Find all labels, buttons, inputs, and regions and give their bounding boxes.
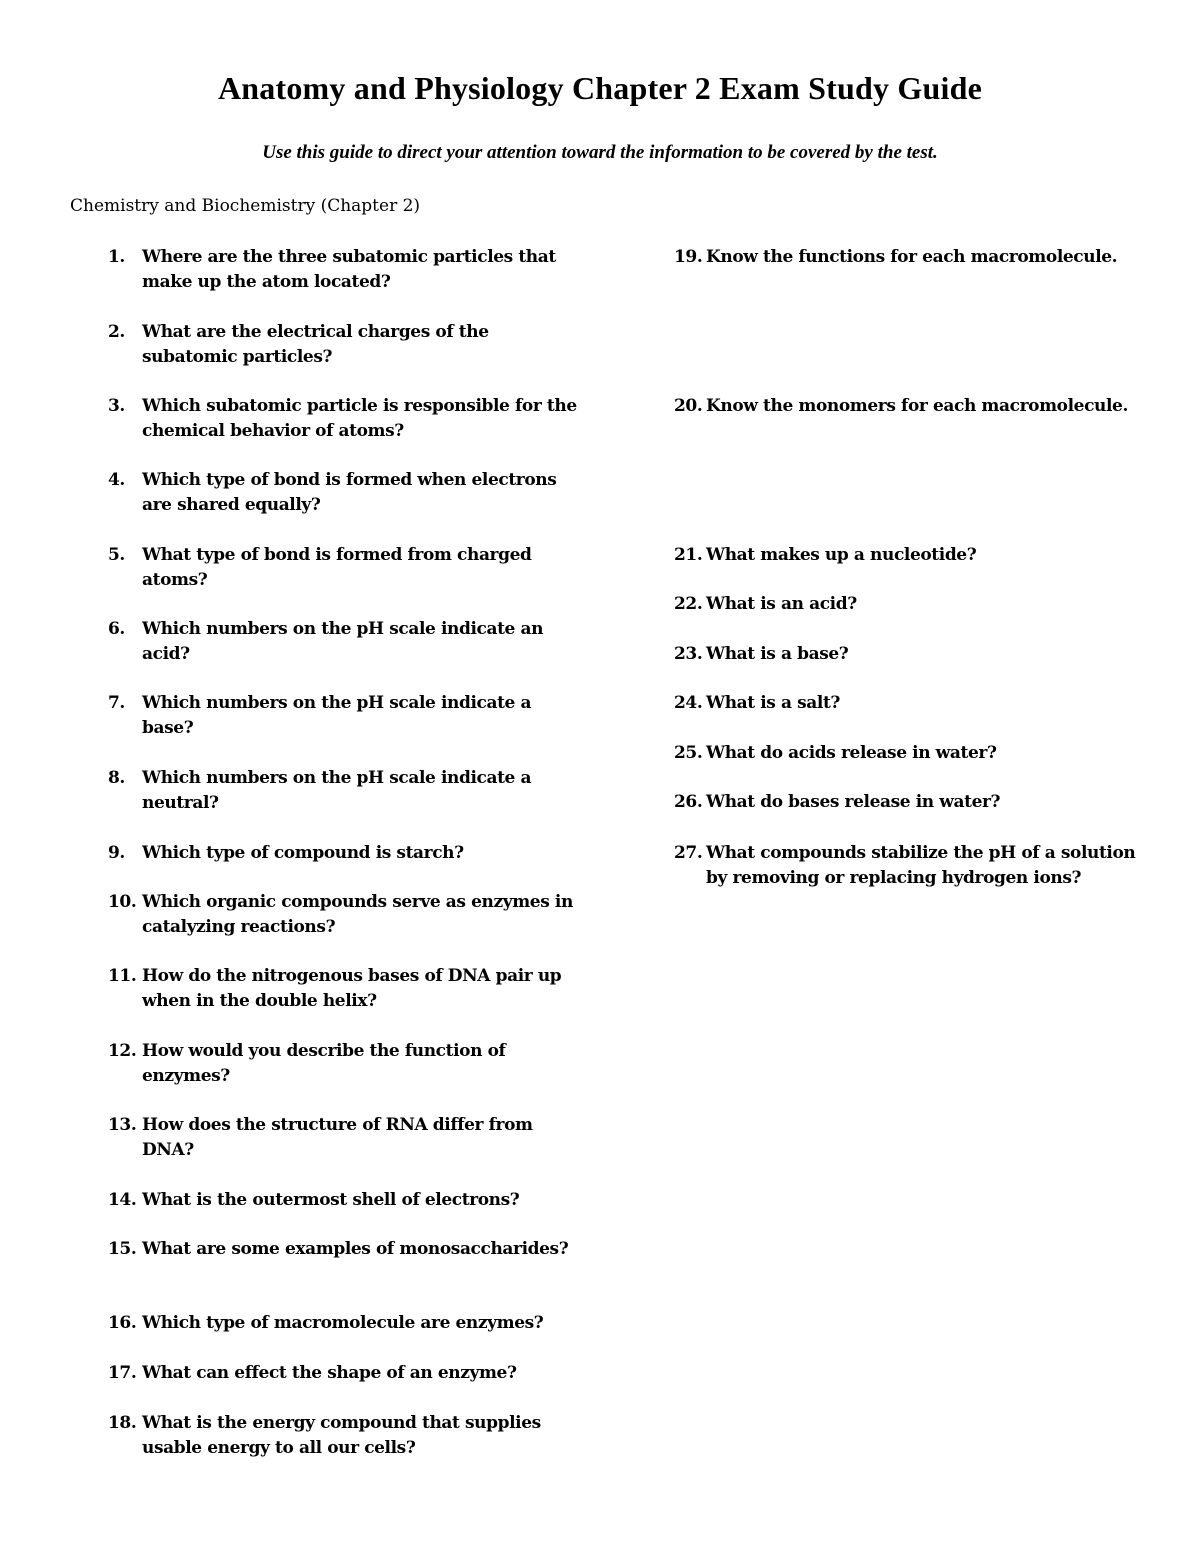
question-number: 1. <box>108 247 125 267</box>
question-number: 11. <box>108 966 137 986</box>
section-heading: Chemistry and Biochemistry (Chapter 2) <box>70 196 421 216</box>
question-number: 17. <box>108 1363 137 1383</box>
question-text: What do acids release in water? <box>706 743 997 763</box>
question-text: Which type of compound is starch? <box>142 843 464 863</box>
question-number: 22. <box>674 594 703 614</box>
question-item <box>108 1361 578 1386</box>
question-text: What is a base? <box>706 644 849 664</box>
question-number: 6. <box>108 619 125 639</box>
question-text: How does the structure of RNA differ from DNA? <box>142 1115 533 1160</box>
question-number: 5. <box>108 545 125 565</box>
question-item <box>674 543 1144 568</box>
question-number: 4. <box>108 470 125 490</box>
question-number: 7. <box>108 693 125 713</box>
question-number: 2. <box>108 322 125 342</box>
question-number: 9. <box>108 843 125 863</box>
question-item <box>108 617 578 667</box>
question-item <box>674 592 1144 617</box>
question-text: Which numbers on the pH scale indicate an acid? <box>142 619 544 664</box>
question-item <box>108 1113 578 1163</box>
question-text: Know the monomers for each macromolecule. <box>706 396 1128 416</box>
question-item <box>108 766 578 816</box>
question-text: Which organic compounds serve as enzymes in catalyzing reactions? <box>142 892 573 937</box>
question-text: Which numbers on the pH scale indicate a neutral? <box>142 768 532 813</box>
question-item <box>108 468 578 518</box>
question-text: Which type of bond is formed when electrons are shared equally? <box>142 470 557 515</box>
question-number: 16. <box>108 1313 137 1333</box>
question-item <box>108 245 578 295</box>
question-item <box>108 320 578 370</box>
question-number: 15. <box>108 1239 137 1259</box>
question-number: 25. <box>674 743 703 763</box>
question-item <box>674 790 1144 815</box>
question-text: What do bases release in water? <box>706 792 1001 812</box>
question-text: What can effect the shape of an enzyme? <box>142 1363 517 1383</box>
question-item <box>674 841 1144 891</box>
document-title: Anatomy and Physiology Chapter 2 Exam Study Guide <box>217 70 982 106</box>
question-number: 21. <box>674 545 703 565</box>
question-text: How do the nitrogenous bases of DNA pair up when in the double helix? <box>142 966 562 1011</box>
question-item <box>108 394 578 444</box>
question-text: Which numbers on the pH scale indicate a base? <box>142 693 532 738</box>
question-item <box>108 543 578 593</box>
question-number: 27. <box>674 843 703 863</box>
question-number: 24. <box>674 693 703 713</box>
question-item <box>108 1237 578 1262</box>
question-item <box>108 964 578 1014</box>
document-subtitle: Use this guide to direct your attention toward the information to be covered by the test. <box>262 142 938 163</box>
question-number: 26. <box>674 792 703 812</box>
question-item <box>108 841 578 866</box>
question-item <box>108 1311 578 1336</box>
question-number: 18. <box>108 1413 137 1433</box>
question-item <box>108 1411 578 1461</box>
question-number: 23. <box>674 644 703 664</box>
question-number: 20. <box>674 396 703 416</box>
question-number: 12. <box>108 1041 137 1061</box>
question-number: 14. <box>108 1190 137 1210</box>
question-number: 3. <box>108 396 125 416</box>
question-item <box>108 1188 578 1213</box>
question-number: 8. <box>108 768 125 788</box>
question-number: 10. <box>108 892 137 912</box>
question-item <box>674 245 1144 270</box>
question-text: Which type of macromolecule are enzymes? <box>142 1313 544 1333</box>
question-text: How would you describe the function of enzymes? <box>142 1041 506 1086</box>
question-number: 13. <box>108 1115 137 1135</box>
question-item <box>108 1039 578 1089</box>
question-item <box>674 642 1144 667</box>
question-text: What compounds stabilize the pH of a solution by removing or replacing hydrogen ions? <box>706 843 1136 888</box>
question-item <box>674 394 1144 419</box>
question-text: Which subatomic particle is responsible for the chemical behavior of atoms? <box>142 396 577 441</box>
question-text: What is the outermost shell of electrons? <box>142 1190 520 1210</box>
question-item <box>674 741 1144 766</box>
question-text: What type of bond is formed from charged atoms? <box>142 545 532 590</box>
question-text: What are some examples of monosaccharides? <box>142 1239 569 1259</box>
question-text: What is a salt? <box>706 693 840 713</box>
question-text: What makes up a nucleotide? <box>706 545 977 565</box>
question-number: 19. <box>674 247 703 267</box>
question-item <box>108 890 578 940</box>
question-text: What is an acid? <box>706 594 857 614</box>
question-item <box>108 691 578 741</box>
question-item <box>674 691 1144 716</box>
question-text: Know the functions for each macromolecule. <box>706 247 1118 267</box>
question-text: Where are the three subatomic particles that make up the atom located? <box>142 247 556 292</box>
question-text: What is the energy compound that supplies usable energy to all our cells? <box>142 1413 541 1458</box>
question-text: What are the electrical charges of the subatomic particles? <box>142 322 489 367</box>
